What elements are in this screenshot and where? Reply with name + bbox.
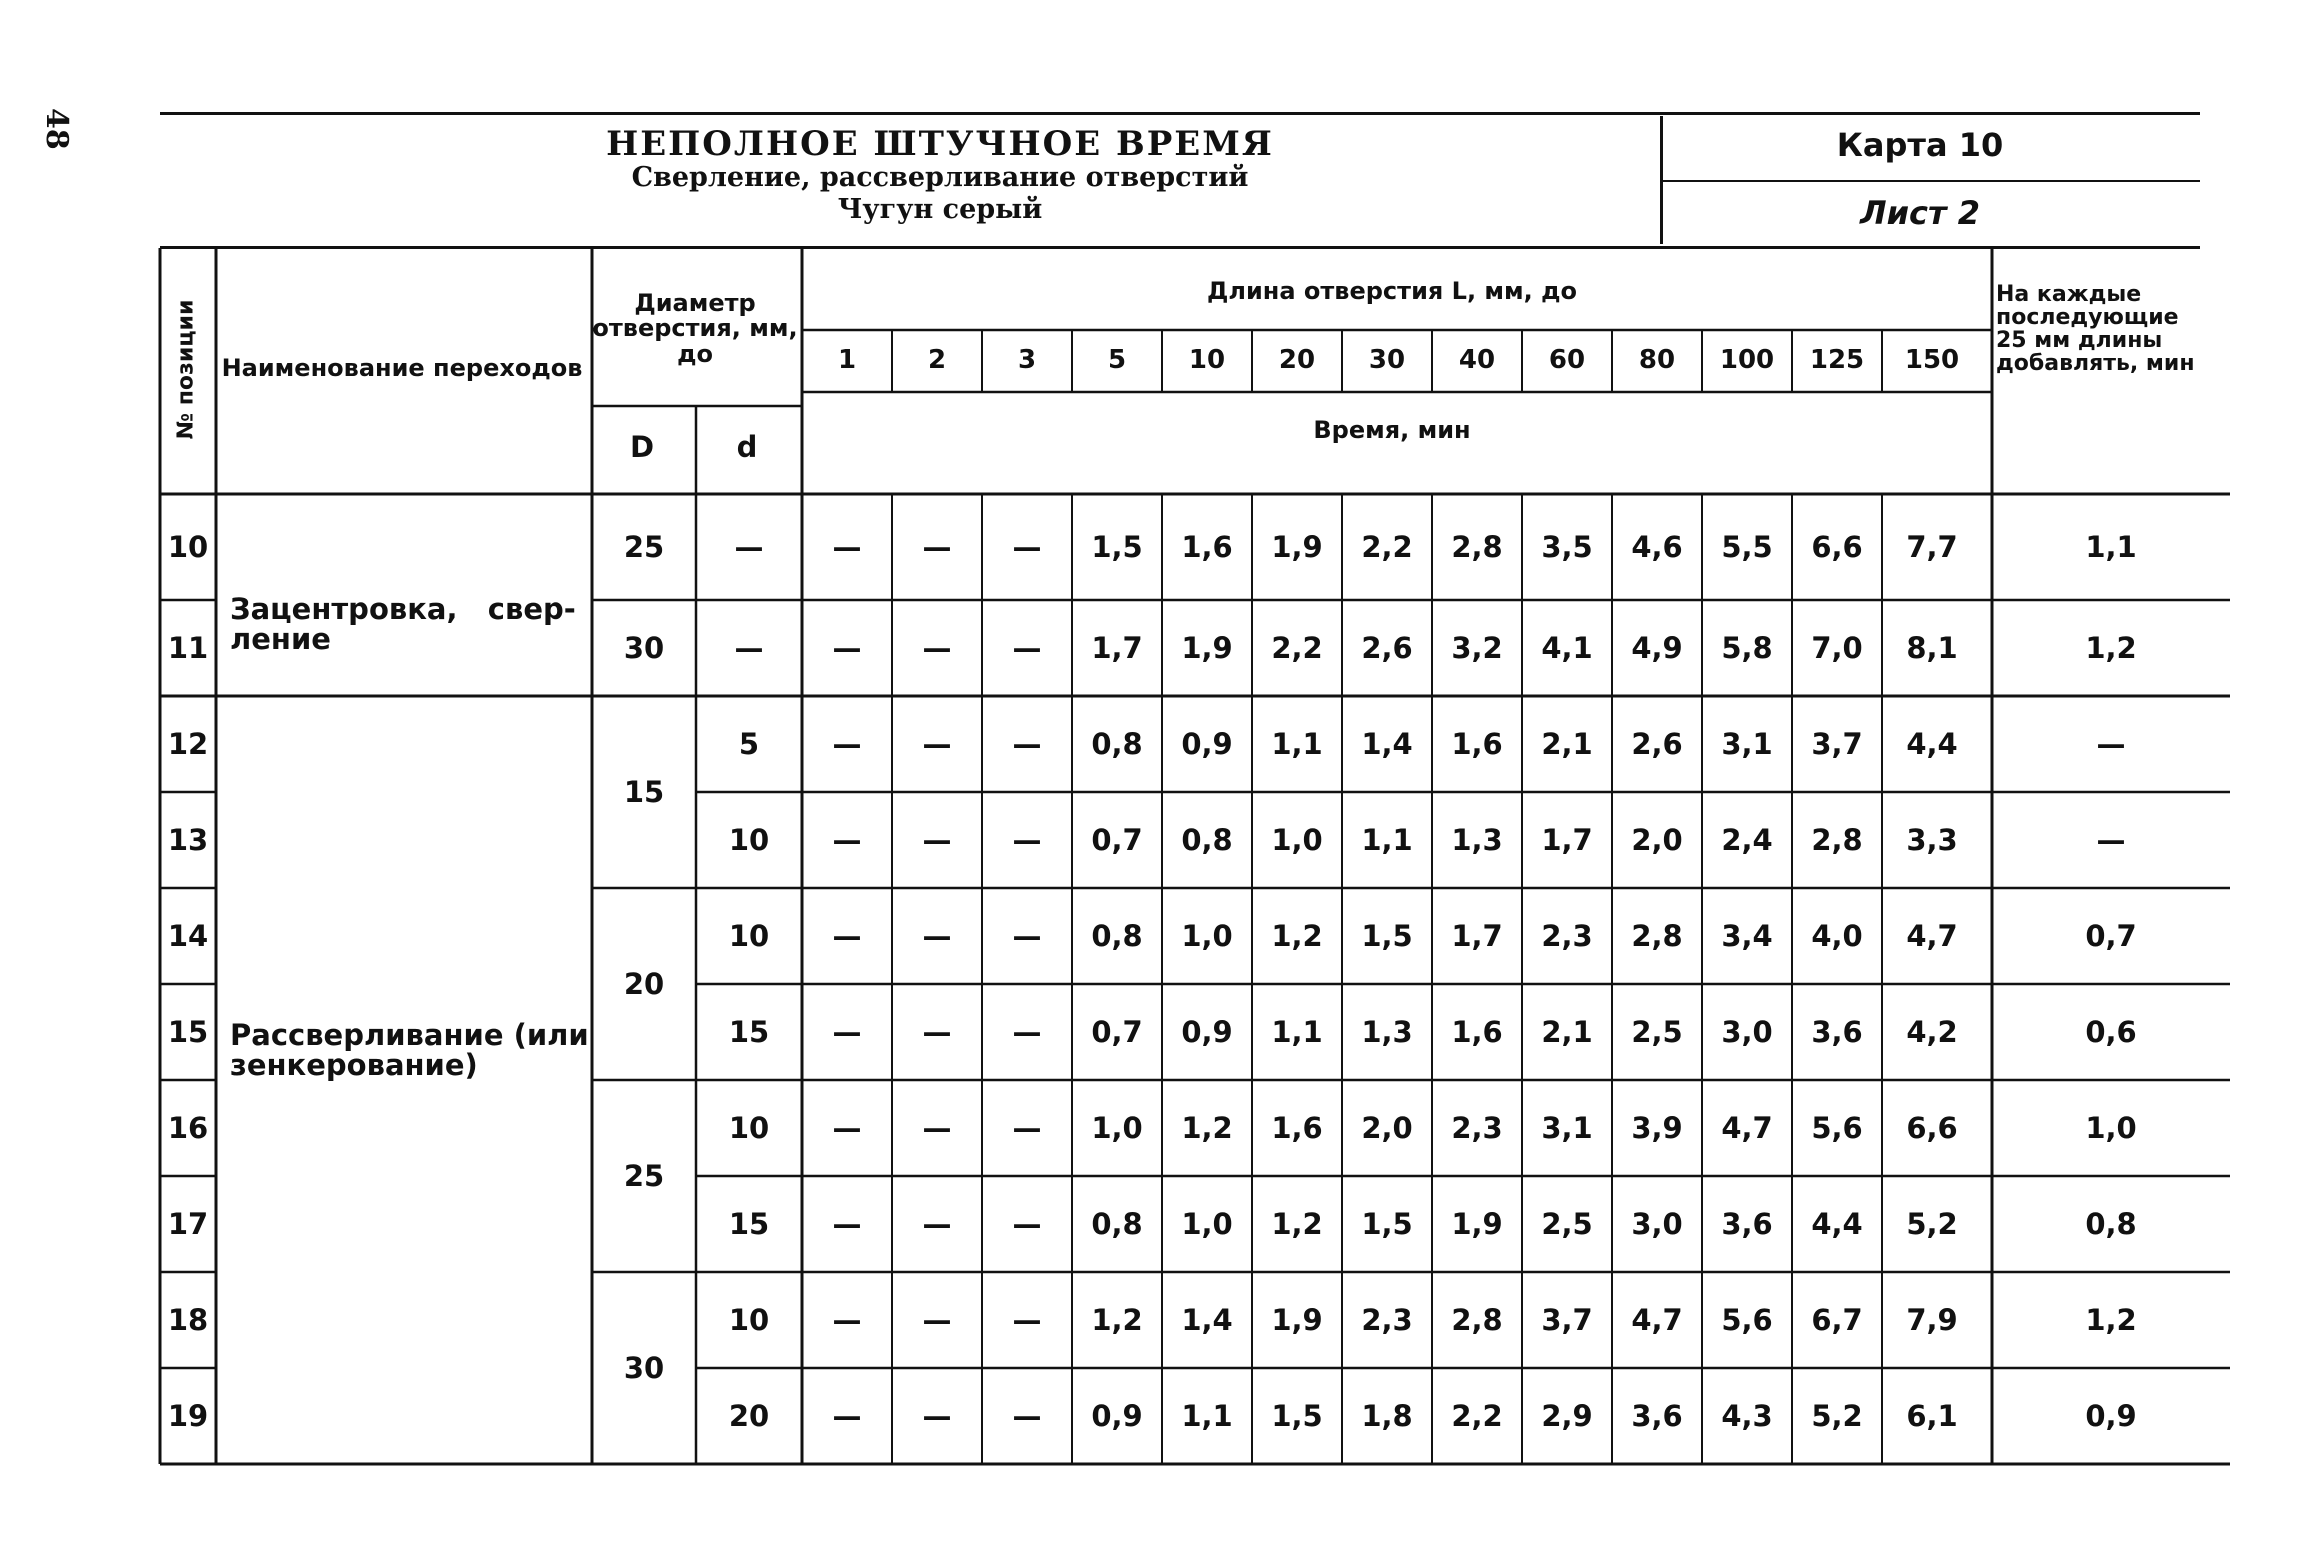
time-value-cell: 1,5: [1361, 918, 1413, 953]
time-value-cell: 3,1: [1721, 726, 1773, 761]
extra-time-cell: 1,1: [2085, 529, 2137, 564]
time-value-cell: —: [1012, 1110, 1042, 1145]
time-value-cell: 4,6: [1631, 529, 1683, 564]
time-value-cell: 0,9: [1181, 726, 1233, 761]
time-value-cell: —: [832, 918, 862, 953]
time-value-cell: 4,7: [1906, 918, 1958, 953]
time-value-cell: —: [832, 822, 862, 857]
length-header-cell: 30: [1368, 345, 1406, 376]
position-cell: 12: [167, 726, 209, 761]
time-value-cell: —: [1012, 1206, 1042, 1241]
extra-time-cell: 0,9: [2085, 1398, 2137, 1433]
extra-time-cell: 1,2: [2085, 1302, 2137, 1337]
time-value-cell: 5,5: [1721, 529, 1773, 564]
time-value-cell: 4,3: [1721, 1398, 1773, 1433]
time-value-cell: 4,1: [1541, 630, 1593, 665]
time-value-cell: 1,2: [1271, 918, 1323, 953]
time-value-cell: 2,3: [1361, 1302, 1413, 1337]
time-value-cell: —: [1012, 918, 1042, 953]
position-cell: 17: [167, 1206, 209, 1241]
d-value-cell: 15: [728, 1206, 770, 1241]
time-value-cell: 4,7: [1631, 1302, 1683, 1337]
time-value-cell: 2,9: [1541, 1398, 1593, 1433]
time-value-cell: 7,0: [1811, 630, 1863, 665]
group-name-reaming: Рассверливание (или зенкерование): [230, 1017, 589, 1082]
time-value-cell: 1,2: [1091, 1302, 1143, 1337]
time-value-cell: —: [832, 1398, 862, 1433]
time-value-cell: 2,3: [1451, 1110, 1503, 1145]
page-subtitle: Сверление, рассверливание отверстий: [631, 162, 1249, 193]
time-value-cell: 3,7: [1811, 726, 1863, 761]
time-value-cell: —: [832, 1206, 862, 1241]
time-value-cell: 2,2: [1451, 1398, 1503, 1433]
time-value-cell: 1,6: [1451, 726, 1503, 761]
time-value-cell: 2,8: [1631, 918, 1683, 953]
time-value-cell: 1,6: [1181, 529, 1233, 564]
time-value-cell: 0,8: [1091, 918, 1143, 953]
d-value-cell: 10: [728, 1302, 770, 1337]
time-value-cell: 1,5: [1361, 1206, 1413, 1241]
length-header-cell: 1: [837, 345, 857, 376]
time-value-cell: 2,1: [1541, 726, 1593, 761]
length-header-cell: 80: [1638, 345, 1676, 376]
time-value-cell: 2,8: [1451, 529, 1503, 564]
extra-time-cell: —: [2096, 726, 2126, 761]
extra-time-cell: 1,2: [2085, 630, 2137, 665]
D-value-cell: 25: [623, 1158, 665, 1193]
time-value-cell: 4,0: [1811, 918, 1863, 953]
time-value-cell: —: [1012, 1398, 1042, 1433]
time-value-cell: —: [1012, 1014, 1042, 1049]
time-value-cell: 1,1: [1271, 1014, 1323, 1049]
extra-time-cell: 0,8: [2085, 1206, 2137, 1241]
time-value-cell: 6,6: [1906, 1110, 1958, 1145]
time-value-cell: —: [922, 822, 952, 857]
d-value-cell: 5: [738, 726, 760, 761]
time-value-cell: 2,1: [1541, 1014, 1593, 1049]
D-column-header: D: [629, 429, 655, 464]
time-value-cell: 5,2: [1811, 1398, 1863, 1433]
position-column-header: № позиции: [173, 299, 199, 439]
time-value-cell: 1,9: [1271, 529, 1323, 564]
time-value-cell: 4,7: [1721, 1110, 1773, 1145]
time-value-cell: —: [922, 1398, 952, 1433]
time-value-cell: —: [1012, 1302, 1042, 1337]
time-value-cell: 3,7: [1541, 1302, 1593, 1337]
time-value-cell: 1,7: [1091, 630, 1143, 665]
time-value-cell: 3,1: [1541, 1110, 1593, 1145]
card-number: Карта 10: [1836, 126, 2004, 164]
time-value-cell: 1,0: [1181, 1206, 1233, 1241]
extra-column-header: На каждые последующие 25 мм длины добавлять, мин: [1996, 281, 2195, 377]
time-value-cell: 2,8: [1451, 1302, 1503, 1337]
time-value-cell: 2,6: [1631, 726, 1683, 761]
time-value-cell: 1,5: [1091, 529, 1143, 564]
d-value-cell: —: [734, 630, 764, 665]
time-value-cell: 0,8: [1091, 726, 1143, 761]
time-value-cell: 1,0: [1091, 1110, 1143, 1145]
time-value-cell: —: [1012, 822, 1042, 857]
time-value-cell: 1,1: [1271, 726, 1323, 761]
time-value-cell: 1,9: [1271, 1302, 1323, 1337]
time-value-cell: 2,6: [1361, 630, 1413, 665]
d-value-cell: 10: [728, 1110, 770, 1145]
position-cell: 11: [167, 630, 209, 665]
time-value-cell: 2,2: [1361, 529, 1413, 564]
time-value-cell: 1,4: [1181, 1302, 1233, 1337]
d-value-cell: 10: [728, 822, 770, 857]
time-value-cell: 6,1: [1906, 1398, 1958, 1433]
time-value-cell: —: [922, 726, 952, 761]
time-value-cell: 1,9: [1451, 1206, 1503, 1241]
time-value-cell: 1,3: [1361, 1014, 1413, 1049]
time-value-cell: —: [922, 1206, 952, 1241]
length-header-cell: 5: [1107, 345, 1127, 376]
time-value-cell: 7,7: [1906, 529, 1958, 564]
time-value-cell: 2,4: [1721, 822, 1773, 857]
time-value-cell: —: [922, 630, 952, 665]
time-value-cell: 1,6: [1451, 1014, 1503, 1049]
diameter-column-header: Диаметр отверстия, мм, до: [592, 289, 798, 368]
time-value-cell: 0,9: [1181, 1014, 1233, 1049]
time-value-cell: —: [1012, 630, 1042, 665]
length-header-cell: 60: [1548, 345, 1586, 376]
position-cell: 19: [167, 1398, 209, 1433]
time-value-cell: 5,2: [1906, 1206, 1958, 1241]
page-number: 48: [39, 108, 74, 150]
time-value-cell: —: [832, 1110, 862, 1145]
time-value-cell: 1,0: [1181, 918, 1233, 953]
time-value-cell: 1,1: [1181, 1398, 1233, 1433]
time-value-cell: 2,2: [1271, 630, 1323, 665]
time-value-cell: 1,0: [1271, 822, 1323, 857]
d-column-header: d: [736, 429, 758, 464]
time-value-cell: —: [922, 1302, 952, 1337]
time-value-cell: 3,2: [1451, 630, 1503, 665]
time-value-cell: 4,2: [1906, 1014, 1958, 1049]
time-value-cell: 0,8: [1181, 822, 1233, 857]
length-header-cell: 3: [1017, 345, 1037, 376]
time-value-cell: 1,1: [1361, 822, 1413, 857]
length-header-cell: 10: [1188, 345, 1226, 376]
time-value-cell: 6,6: [1811, 529, 1863, 564]
time-value-cell: 3,6: [1811, 1014, 1863, 1049]
time-value-cell: 6,7: [1811, 1302, 1863, 1337]
time-value-cell: 1,7: [1451, 918, 1503, 953]
time-value-cell: 4,4: [1906, 726, 1958, 761]
time-value-cell: 2,5: [1541, 1206, 1593, 1241]
position-cell: 10: [167, 529, 209, 564]
time-value-cell: 1,4: [1361, 726, 1413, 761]
time-value-cell: —: [832, 1014, 862, 1049]
time-value-cell: 5,6: [1811, 1110, 1863, 1145]
time-value-cell: 1,7: [1541, 822, 1593, 857]
time-value-cell: 5,6: [1721, 1302, 1773, 1337]
length-column-header: Длина отверстия L, мм, до: [1206, 277, 1577, 306]
d-value-cell: 15: [728, 1014, 770, 1049]
time-value-cell: 5,8: [1721, 630, 1773, 665]
D-value-cell: 30: [623, 1350, 665, 1385]
time-value-cell: —: [832, 726, 862, 761]
time-value-cell: —: [832, 529, 862, 564]
group-name-centering: Зацентровка, свер- ление: [230, 591, 576, 656]
time-value-cell: 0,9: [1091, 1398, 1143, 1433]
extra-time-cell: 0,7: [2085, 918, 2137, 953]
extra-time-cell: 1,0: [2085, 1110, 2137, 1145]
position-cell: 18: [167, 1302, 209, 1337]
time-value-cell: 3,5: [1541, 529, 1593, 564]
time-value-cell: —: [922, 1014, 952, 1049]
time-value-cell: 2,0: [1361, 1110, 1413, 1145]
time-column-header: Время, мин: [1313, 416, 1471, 445]
time-value-cell: 0,7: [1091, 1014, 1143, 1049]
d-value-cell: 20: [728, 1398, 770, 1433]
sheet-number: Лист 2: [1860, 194, 1980, 232]
time-value-cell: 1,6: [1271, 1110, 1323, 1145]
time-value-cell: 1,8: [1361, 1398, 1413, 1433]
time-value-cell: —: [922, 529, 952, 564]
time-value-cell: 4,4: [1811, 1206, 1863, 1241]
position-cell: 16: [167, 1110, 209, 1145]
length-header-cell: 125: [1809, 345, 1865, 376]
time-value-cell: —: [1012, 726, 1042, 761]
length-header-cell: 100: [1719, 345, 1775, 376]
D-value-cell: 25: [623, 529, 665, 564]
material-label: Чугун серый: [837, 194, 1043, 225]
time-value-cell: 4,9: [1631, 630, 1683, 665]
time-value-cell: 1,3: [1451, 822, 1503, 857]
time-value-cell: 3,9: [1631, 1110, 1683, 1145]
position-cell: 14: [167, 918, 209, 953]
time-value-cell: 0,7: [1091, 822, 1143, 857]
time-value-cell: —: [922, 918, 952, 953]
length-header-cell: 20: [1278, 345, 1316, 376]
time-value-cell: —: [832, 1302, 862, 1337]
time-value-cell: 2,3: [1541, 918, 1593, 953]
time-value-cell: —: [1012, 529, 1042, 564]
D-value-cell: 30: [623, 630, 665, 665]
time-value-cell: 3,0: [1721, 1014, 1773, 1049]
time-value-cell: 2,0: [1631, 822, 1683, 857]
time-value-cell: 1,5: [1271, 1398, 1323, 1433]
time-value-cell: 2,8: [1811, 822, 1863, 857]
d-value-cell: —: [734, 529, 764, 564]
time-value-cell: 3,0: [1631, 1206, 1683, 1241]
time-value-cell: 1,2: [1271, 1206, 1323, 1241]
extra-time-cell: 0,6: [2085, 1014, 2137, 1049]
page-title: НЕПОЛНОЕ ШТУЧНОЕ ВРЕМЯ: [606, 124, 1274, 164]
time-value-cell: 2,5: [1631, 1014, 1683, 1049]
time-value-cell: 7,9: [1906, 1302, 1958, 1337]
d-value-cell: 10: [728, 918, 770, 953]
name-column-header: Наименование переходов: [221, 354, 583, 383]
D-value-cell: 20: [623, 966, 665, 1001]
time-value-cell: 3,6: [1631, 1398, 1683, 1433]
length-header-cell: 150: [1904, 345, 1960, 376]
time-value-cell: 1,2: [1181, 1110, 1233, 1145]
time-value-cell: 3,3: [1906, 822, 1958, 857]
time-value-cell: 8,1: [1906, 630, 1958, 665]
position-cell: 15: [167, 1014, 209, 1049]
length-header-cell: 2: [927, 345, 947, 376]
time-value-cell: 3,4: [1721, 918, 1773, 953]
time-value-cell: 0,8: [1091, 1206, 1143, 1241]
extra-time-cell: —: [2096, 822, 2126, 857]
position-cell: 13: [167, 822, 209, 857]
time-value-cell: —: [922, 1110, 952, 1145]
time-value-cell: —: [832, 630, 862, 665]
D-value-cell: 15: [623, 774, 665, 809]
time-value-cell: 1,9: [1181, 630, 1233, 665]
length-header-cell: 40: [1458, 345, 1496, 376]
time-value-cell: 3,6: [1721, 1206, 1773, 1241]
